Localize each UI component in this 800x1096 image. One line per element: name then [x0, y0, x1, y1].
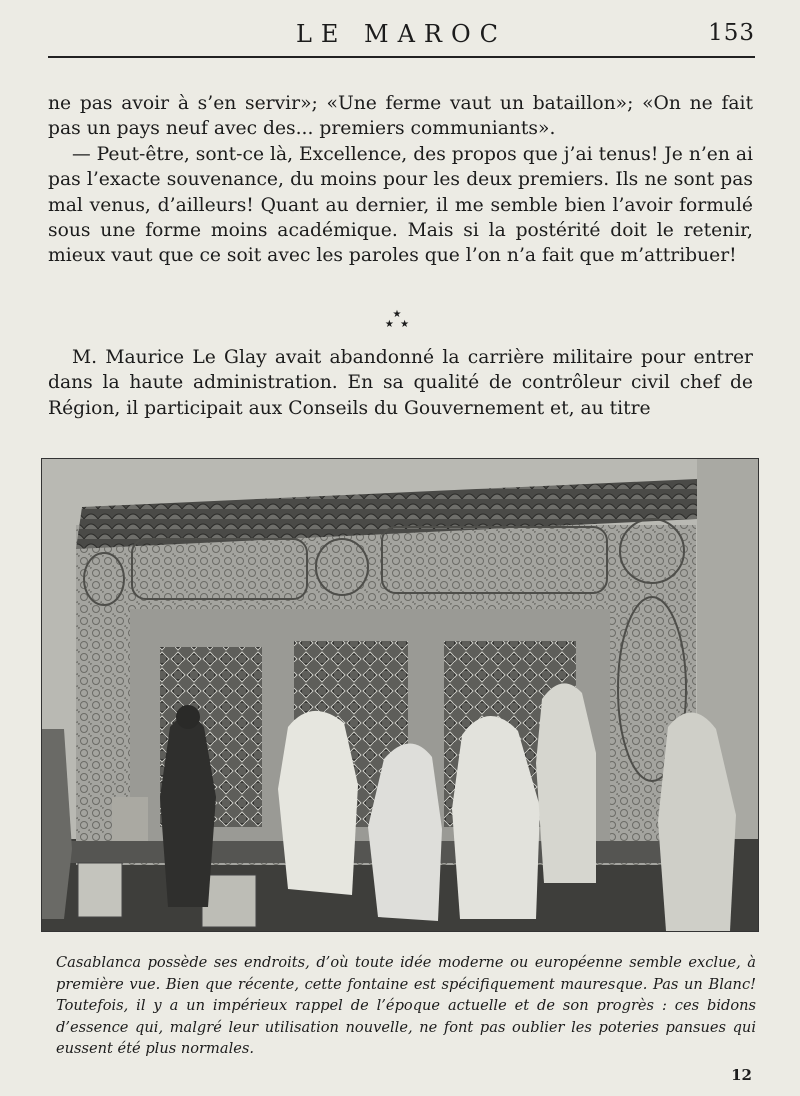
section-separator-asterism: ★ ★ ★	[384, 309, 410, 330]
paragraph: ne pas avoir à s’en servir»; «Une ferme vaut un bataillon»; «On ne fait pas un pays neuf avec des... premiers communiants».	[48, 93, 753, 140]
paragraph: — Peut-être, sont-ce là, Excellence, des propos que j’ai tenus! Je n’en ai pas l’exacte souvenance, du moins pour les deux premiers. Ils ne sont pas mal venus, d’ailleurs! Quant au dernier, il me semble bien l’avoir formulé sous une forme moins académique. Mais si la postérité doit le retenir, mieux vaut que ce soit avec les paroles que l’on n’a fait que m’attribuer!	[48, 144, 753, 267]
signature-mark: 12	[731, 1066, 752, 1084]
paragraph-le-glay	[48, 345, 753, 421]
paragraph-continuation	[48, 91, 753, 142]
running-header	[48, 18, 755, 54]
running-title: LE MAROC	[295, 20, 508, 48]
page-number: 153	[708, 20, 755, 46]
figure-caption: Casablanca possède ses endroits, d’où toute idée moderne ou européenne semble exclue, à première vue. Bien que récente, cette fontaine est spécifiquement mauresque. Pas un Blanc! Toutefois, il y a un impérieux rappel de l’époque actuelle et de son progrès : ces bidons d’essence qui, malgré leur utilisation nouvelle, ne font pas oublier les poteries pansues qui eussent été plus normales.	[56, 954, 756, 1058]
paragraph-reply	[48, 142, 753, 268]
header-rule	[48, 56, 755, 58]
fountain-photograph	[41, 458, 759, 932]
paragraph: M. Maurice Le Glay avait abandonné la carrière militaire pour entrer dans la haute administration. En sa qualité de contrôleur civil chef de Région, il participait aux Conseils du Gouvernement et, au titre	[48, 347, 753, 419]
